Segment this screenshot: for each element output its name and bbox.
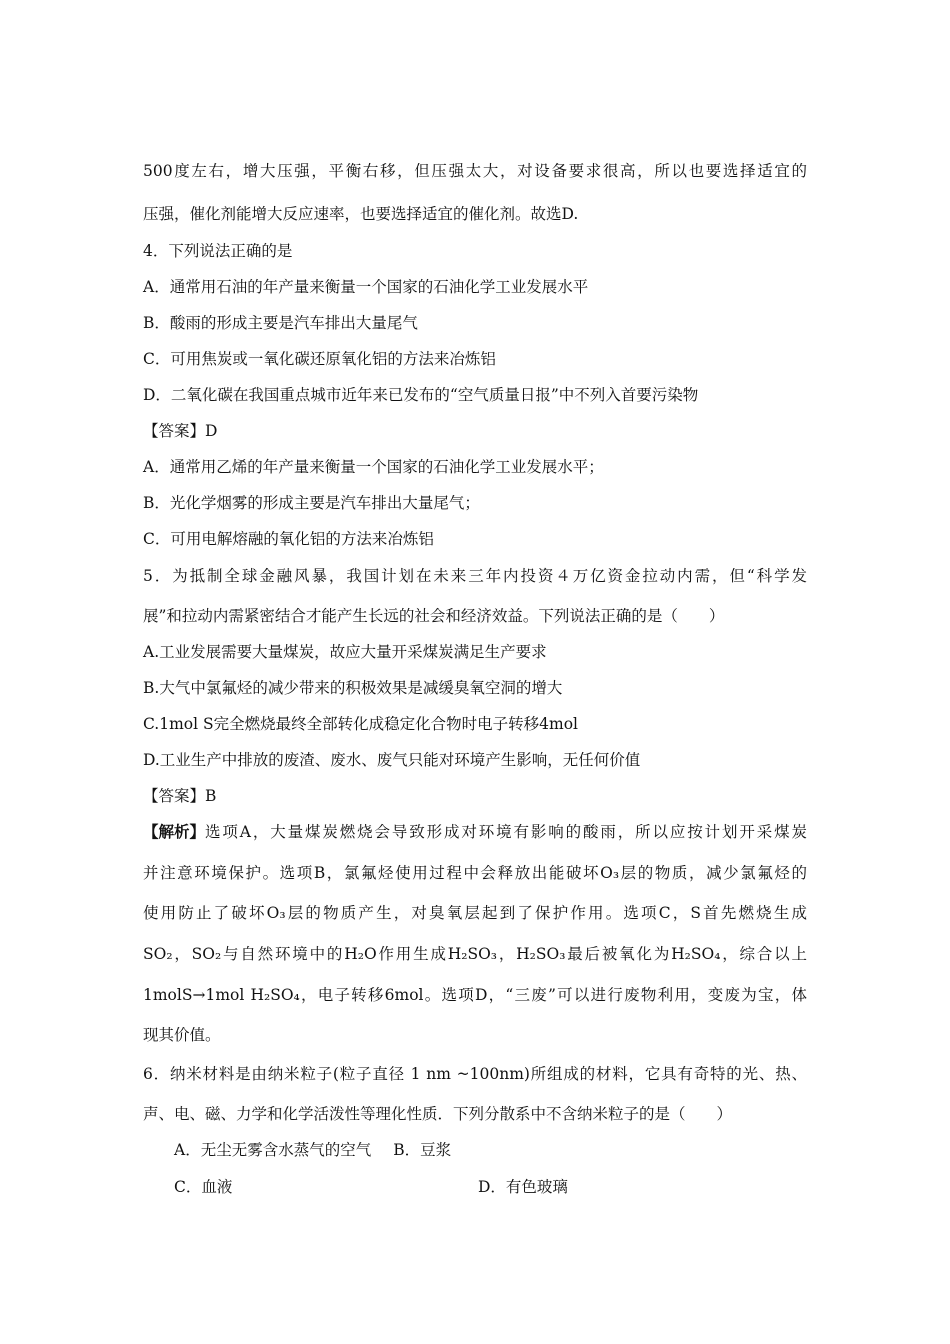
option-d: D．二氧化碳在我国重点城市近年来已发布的“空气质量日报”中不列入首要污染物 [143,386,699,404]
option-c: C．血液 [174,1178,233,1196]
explanation-line: 现其价值。 [143,1026,221,1044]
explanation-label: 【解析】 [143,822,206,841]
option-a: A.工业发展需要大量煤炭，故应大量开采煤炭满足生产要求 [143,643,547,661]
explanation-line: A．通常用乙烯的年产量来衡量一个国家的石油化学工业发展水平； [143,458,604,476]
explanation-line: C．可用电解熔融的氧化铝的方法来冶炼铝 [143,530,434,548]
option-c: C．可用焦炭或一氧化碳还原氧化铝的方法来冶炼铝 [143,350,496,368]
answer: 【答案】D [143,422,218,440]
explanation-line: 并注意环境保护。选项B，氯氟烃使用过程中会释放出能破坏O₃层的物质，减少氯氟烃的 [143,864,807,882]
options-row [174,1177,814,1197]
option-b: B．豆浆 [393,1141,452,1159]
text-line: 压强，催化剂能增大反应速率，也要选择适宜的催化剂。故选D. [143,205,579,223]
option-d: D．有色玻璃 [478,1178,568,1196]
option-c: C.1mol S完全燃烧最终全部转化成稳定化合物时电子转移4mol [143,715,578,733]
explanation-line [143,822,807,842]
explanation-text: 选项A，大量煤炭燃烧会导致形成对环境有影响的酸雨，所以应按计划开采煤炭 [205,823,807,841]
question-5-cont: 展”和拉动内需紧密结合才能产生长远的社会和经济效益。下列说法正确的是（ ） [143,607,725,625]
options-row [174,1140,451,1160]
option-a: A．通常用石油的年产量来衡量一个国家的石油化学工业发展水平 [143,278,589,296]
question-6: 6．纳米材料是由纳米粒子(粒子直径 1 nm ~100nm)所组成的材料，它具有奇特的光、热、 [143,1065,807,1083]
explanation-line: SO₂，SO₂与自然环境中的H₂O作用生成H₂SO₃，H₂SO₃最后被氧化为H₂SO₄，综合以上 [143,945,807,963]
question-5: 5．为抵制全球金融风暴，我国计划在未来三年内投资４万亿资金拉动内需，但“科学发 [143,567,807,585]
option-b: B．酸雨的形成主要是汽车排出大量尾气 [143,314,418,332]
question-4: 4．下列说法正确的是 [143,242,293,260]
question-6-cont: 声、电、磁、力学和化学活泼性等理化性质．下列分散系中不含纳米粒子的是（ ） [143,1105,733,1123]
option-b: B.大气中氯氟烃的减少带来的积极效果是减缓臭氧空洞的增大 [143,679,563,697]
text-line: 500度左右，增大压强，平衡右移，但压强太大，对设备要求很高，所以也要选择适宜的 [143,162,807,180]
option-a: A．无尘无雾含水蒸气的空气 [174,1141,372,1159]
answer: 【答案】B [143,787,217,805]
option-d: D.工业生产中排放的废渣、废水、废气只能对环境产生影响，无任何价值 [143,751,641,769]
explanation-line: 1molS→1mol H₂SO₄，电子转移6mol。选项D，“三废”可以进行废物利用，变废为宝，体 [143,986,807,1004]
explanation-line: 使用防止了破坏O₃层的物质产生，对臭氧层起到了保护作用。选项C，S首先燃烧生成 [143,904,807,922]
explanation-line: B．光化学烟雾的形成主要是汽车排出大量尾气； [143,494,480,512]
